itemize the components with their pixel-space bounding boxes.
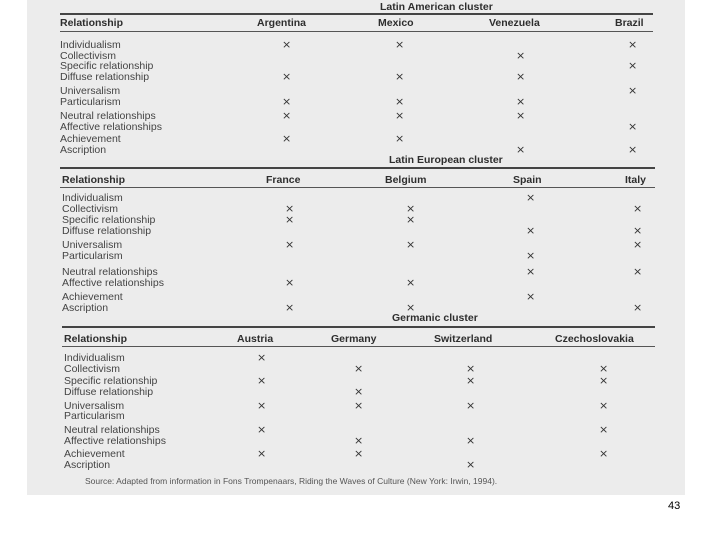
relationship-row-label: Achievement xyxy=(62,291,123,303)
cross-mark: × xyxy=(599,374,609,387)
relationship-row-label: Neutral relationships xyxy=(62,266,158,278)
cross-mark: × xyxy=(526,290,536,303)
cross-mark: × xyxy=(257,423,267,436)
cross-mark: × xyxy=(395,70,405,83)
cross-mark: × xyxy=(466,399,476,412)
country-header: Austria xyxy=(237,333,274,345)
relationship-row-label: Diffuse relationship xyxy=(60,71,150,83)
relationship-row-label: Universalism xyxy=(62,239,123,251)
relationship-header: Relationship xyxy=(64,333,128,345)
relationship-header: Relationship xyxy=(62,174,126,186)
cross-mark: × xyxy=(282,132,292,145)
cross-mark: × xyxy=(406,213,416,226)
cross-mark: × xyxy=(516,70,526,83)
cross-mark: × xyxy=(406,301,416,314)
page-number: 43 xyxy=(668,500,681,512)
country-header: Belgium xyxy=(385,174,427,186)
country-header: Spain xyxy=(513,174,542,186)
country-header: Germany xyxy=(331,333,377,345)
cross-mark: × xyxy=(285,301,295,314)
header-bottom-rule xyxy=(60,187,655,188)
relationship-row-label: Achievement xyxy=(64,448,125,460)
cross-mark: × xyxy=(599,423,609,436)
cross-mark: × xyxy=(599,447,609,460)
cross-mark: × xyxy=(285,213,295,226)
country-header: Brazil xyxy=(615,17,644,29)
cross-mark: × xyxy=(395,95,405,108)
cross-mark: × xyxy=(282,95,292,108)
cross-mark: × xyxy=(599,362,609,375)
cross-mark: × xyxy=(599,399,609,412)
cross-mark: × xyxy=(354,434,364,447)
relationship-row-label: Individualism xyxy=(62,192,123,204)
table-top-rule xyxy=(62,326,655,328)
cross-mark: × xyxy=(395,132,405,145)
cross-mark: × xyxy=(406,238,416,251)
relationship-row-label: Neutral relationships xyxy=(60,110,156,122)
cross-mark: × xyxy=(526,265,536,278)
country-header: Italy xyxy=(625,174,647,186)
relationship-row-label: Particularism xyxy=(64,410,125,422)
cross-mark: × xyxy=(526,249,536,262)
cross-mark: × xyxy=(466,434,476,447)
cross-mark: × xyxy=(395,38,405,51)
cross-mark: × xyxy=(628,59,638,72)
cross-mark: × xyxy=(257,374,267,387)
cross-mark: × xyxy=(628,38,638,51)
cluster-title: Latin American cluster xyxy=(380,1,493,13)
relationship-row-label: Specific relationship xyxy=(64,375,158,387)
relationship-row-label: Individualism xyxy=(60,39,121,51)
cross-mark: × xyxy=(633,202,643,215)
relationship-row-label: Diffuse relationship xyxy=(62,225,152,237)
cross-mark: × xyxy=(516,49,526,62)
relationship-row-label: Neutral relationships xyxy=(64,424,160,436)
relationship-row-label: Ascription xyxy=(64,459,111,471)
cross-mark: × xyxy=(516,95,526,108)
cross-mark: × xyxy=(466,458,476,471)
relationship-row-label: Collectivism xyxy=(60,50,117,62)
cross-mark: × xyxy=(526,191,536,204)
relationship-row-label: Specific relationship xyxy=(60,60,154,72)
cross-mark: × xyxy=(257,447,267,460)
cross-mark: × xyxy=(354,447,364,460)
cross-mark: × xyxy=(354,362,364,375)
cross-mark: × xyxy=(282,38,292,51)
cross-mark: × xyxy=(354,399,364,412)
cross-mark: × xyxy=(633,265,643,278)
cross-mark: × xyxy=(406,276,416,289)
relationship-row-label: Collectivism xyxy=(64,363,121,375)
country-header: Venezuela xyxy=(489,17,540,29)
cross-mark: × xyxy=(282,70,292,83)
cross-mark: × xyxy=(285,202,295,215)
relationship-row-label: Individualism xyxy=(64,352,125,364)
relationship-row-label: Particularism xyxy=(62,250,123,262)
relationship-header: Relationship xyxy=(60,17,124,29)
header-bottom-rule xyxy=(60,31,653,32)
cross-mark: × xyxy=(285,238,295,251)
cross-mark: × xyxy=(633,238,643,251)
cross-mark: × xyxy=(628,84,638,97)
relationship-row-label: Ascription xyxy=(60,144,107,156)
cross-mark: × xyxy=(526,224,536,237)
table-top-rule xyxy=(60,167,655,169)
relationship-row-label: Diffuse relationship xyxy=(64,386,154,398)
cross-mark: × xyxy=(628,120,638,133)
cross-mark: × xyxy=(633,224,643,237)
cross-mark: × xyxy=(257,351,267,364)
cross-mark: × xyxy=(285,276,295,289)
relationship-row-label: Collectivism xyxy=(62,203,119,215)
country-header: France xyxy=(266,174,301,186)
source-note: Source: Adapted from information in Fons Trompenaars, Riding the Waves of Culture (New York: Irwin, 1994). xyxy=(85,476,498,486)
cross-mark: × xyxy=(466,362,476,375)
country-header: Argentina xyxy=(257,17,307,29)
relationship-row-label: Affective relationships xyxy=(62,277,164,289)
relationship-row-label: Affective relationships xyxy=(60,121,162,133)
cross-mark: × xyxy=(395,109,405,122)
cross-mark: × xyxy=(628,143,638,156)
cross-mark: × xyxy=(516,143,526,156)
cross-mark: × xyxy=(633,301,643,314)
relationship-row-label: Specific relationship xyxy=(62,214,156,226)
relationship-row-label: Universalism xyxy=(60,85,121,97)
cross-mark: × xyxy=(257,399,267,412)
cross-mark: × xyxy=(466,374,476,387)
relationship-row-label: Ascription xyxy=(62,302,109,314)
relationship-row-label: Particularism xyxy=(60,96,121,108)
cross-mark: × xyxy=(282,109,292,122)
relationship-row-label: Universalism xyxy=(64,400,125,412)
table-top-rule xyxy=(60,13,653,15)
country-header: Switzerland xyxy=(434,333,493,345)
country-header: Czechoslovakia xyxy=(555,333,634,345)
country-header: Mexico xyxy=(378,17,414,29)
cross-mark: × xyxy=(406,202,416,215)
cross-mark: × xyxy=(516,109,526,122)
header-bottom-rule xyxy=(62,346,655,347)
cluster-title: Latin European cluster xyxy=(389,154,503,166)
cluster-title: Germanic cluster xyxy=(392,312,478,324)
relationship-row-label: Affective relationships xyxy=(64,435,166,447)
cross-mark: × xyxy=(354,385,364,398)
relationship-row-label: Achievement xyxy=(60,133,121,145)
